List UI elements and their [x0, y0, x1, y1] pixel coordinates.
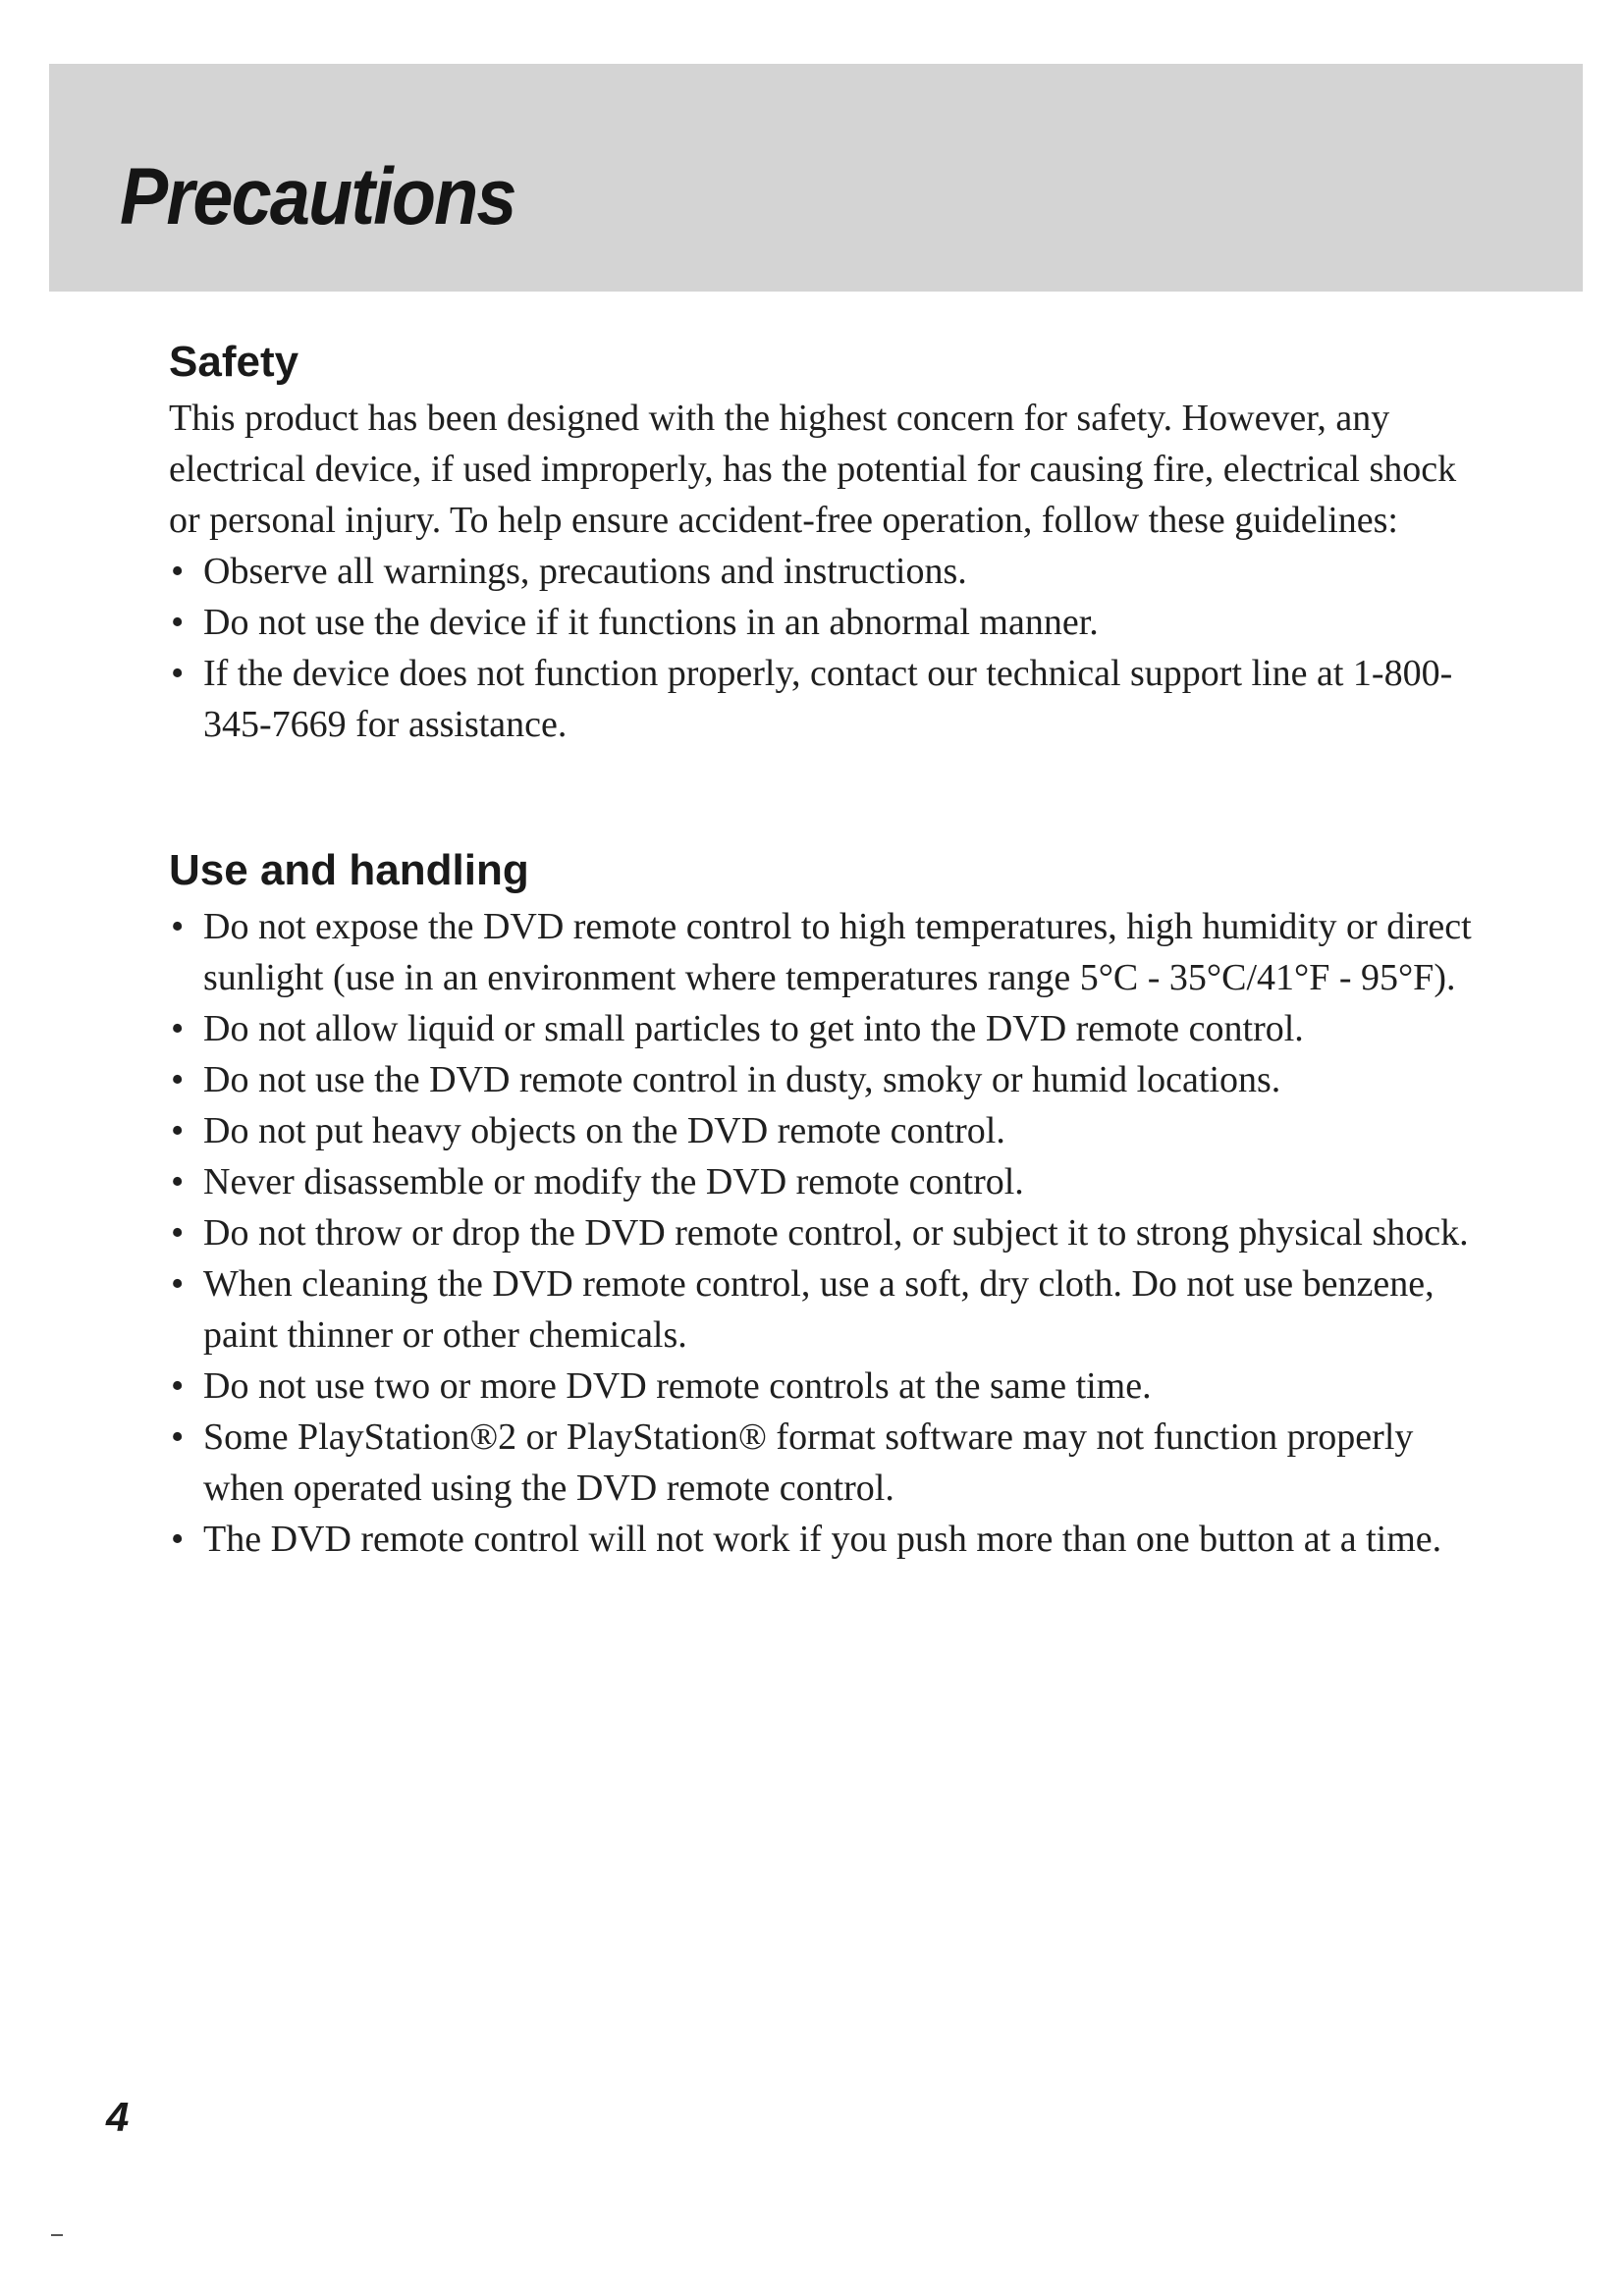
page-title: Precautions [120, 152, 515, 241]
handling-item: • When cleaning the DVD remote control, use a soft, dry cloth. Do not use benzene, paint thinner or other chemicals. [169, 1258, 1485, 1361]
handling-item: • Do not expose the DVD remote control to high temperatures, high humidity or direct sunlight (use in an environment where temperatures range 5°C - 35°C/41°F - 95°F). [169, 901, 1485, 1003]
handling-item: • Do not throw or drop the DVD remote control, or subject it to strong physical shock. [169, 1207, 1485, 1258]
safety-heading: Safety [169, 338, 299, 386]
use-and-handling-list [169, 901, 1485, 1565]
safety-section [169, 332, 1485, 750]
handling-item: • The DVD remote control will not work if you push more than one button at a time. [169, 1514, 1485, 1565]
handling-item: • Do not allow liquid or small particles to get into the DVD remote control. [169, 1003, 1485, 1054]
safety-intro: This product has been designed with the highest concern for safety. However, any electrical device, if used improperly, has the potential for causing fire, electrical shock or personal injury. To help ensure accident-free operation, follow these guidelines: [169, 398, 1457, 541]
handling-item: • Do not put heavy objects on the DVD remote control. [169, 1105, 1485, 1156]
page-number: 4 [106, 2094, 130, 2140]
safety-item: • If the device does not function properly, contact our technical support line at 1-800-345-7669 for assistance. [169, 648, 1485, 750]
use-and-handling-heading: Use and handling [169, 846, 529, 894]
safety-list [169, 546, 1485, 750]
safety-item: • Do not use the device if it functions in an abnormal manner. [169, 597, 1485, 648]
use-and-handling-section [169, 840, 1485, 1565]
handling-item: • Do not use two or more DVD remote controls at the same time. [169, 1361, 1485, 1412]
crop-mark [51, 2234, 63, 2236]
safety-item: • Observe all warnings, precautions and instructions. [169, 546, 1485, 597]
handling-item: • Some PlayStation®2 or PlayStation® format software may not function properly when operated using the DVD remote control. [169, 1412, 1485, 1514]
handling-item: • Do not use the DVD remote control in dusty, smoky or humid locations. [169, 1054, 1485, 1105]
handling-item: • Never disassemble or modify the DVD remote control. [169, 1156, 1485, 1207]
